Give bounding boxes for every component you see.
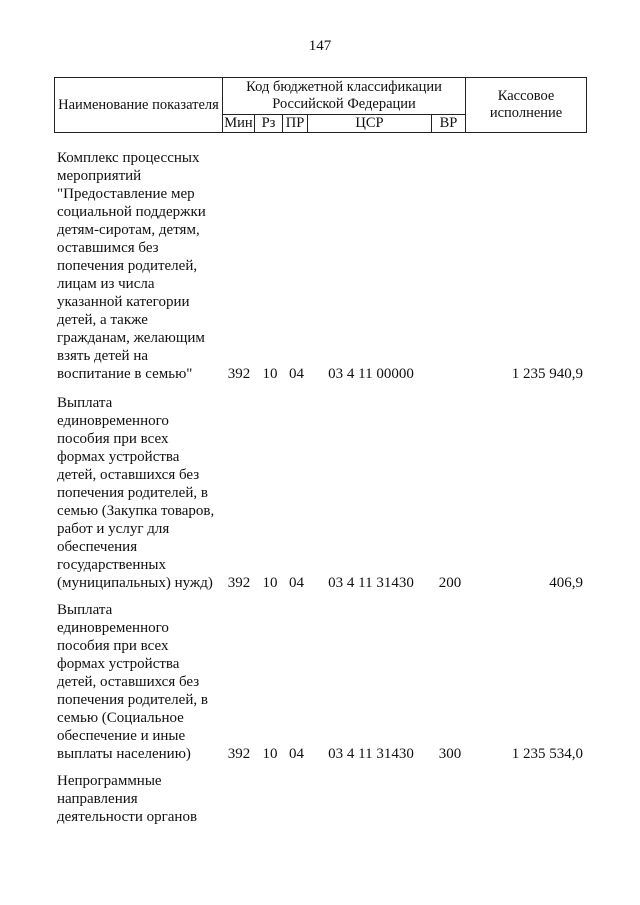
row-amount: 406,9 [549,575,583,591]
row-amount: 1 235 940,9 [511,366,583,382]
page-number: 147 [308,38,332,54]
row-min: 392 [227,366,251,382]
row-name-line: направления [57,791,138,807]
row-name-line: Комплекс процессных [57,150,200,166]
row-csr: 03 4 11 31430 [328,746,414,762]
row-min: 392 [227,746,251,762]
row-indicator-name [57,149,222,383]
table-row [0,394,640,592]
row-name-line: выплаты населению) [57,746,191,762]
row-min: 392 [227,575,251,591]
row-name-line: оставшимся без [57,240,159,256]
row-name-line: гражданам, желающим [57,330,205,346]
table-row [0,149,640,383]
header-vr: ВР [432,115,466,133]
row-name-line: воспитание в семью" [57,366,193,382]
header-pr: ПР [283,115,308,133]
row-name-line: указанной категории [57,294,190,310]
header-code-group: Код бюджетной классификации Российской Федерации [223,78,466,115]
row-indicator-name [57,601,222,763]
row-csr: 03 4 11 00000 [328,366,414,382]
table-row [0,601,640,763]
header-min: Мин [224,115,253,131]
row-name-line: мероприятий [57,168,142,184]
row-name-line: попечения родителей, [57,258,198,274]
row-name-line: деятельности органов [57,809,198,825]
row-rz: 10 [262,746,278,762]
header-rz: Рз [255,115,283,133]
row-name-line: "Предоставление мер [57,186,195,202]
row-rz: 10 [262,366,278,382]
row-name-line: работ и услуг для [57,521,170,537]
row-name-line: семью (Социальное [57,710,184,726]
row-name-line: Выплата [57,395,113,411]
row-name-line: пособия при всех [57,431,169,447]
row-csr: 03 4 11 31430 [328,575,414,591]
header-amount-column: Кассовое исполнение [466,78,587,133]
row-name-line: детей, оставшихся без [57,674,200,690]
row-pr: 04 [289,366,304,382]
row-name-line: социальной поддержки [57,204,206,220]
header-name-column: Наименование показателя [55,78,223,133]
header-csr: ЦСР [308,115,432,133]
table-header [54,77,587,133]
row-rz: 10 [262,575,278,591]
row-name-line: попечения родителей, в [57,692,208,708]
row-name-line: детей, оставшихся без [57,467,200,483]
row-pr: 04 [289,575,304,591]
row-name-line: государственных [57,557,166,573]
row-vr: 200 [438,575,462,591]
row-name-line: формах устройства [57,449,180,465]
row-name-line: формах устройства [57,656,180,672]
row-vr: 300 [438,746,462,762]
row-name-line: (муниципальных) нужд) [57,575,213,591]
row-name-line: Непрограммные [57,773,162,789]
row-name-line: Выплата [57,602,113,618]
row-amount: 1 235 534,0 [511,746,583,762]
row-name-line: попечения родителей, в [57,485,208,501]
row-name-line: лицам из числа [57,276,155,292]
row-pr: 04 [289,746,304,762]
row-name-line: единовременного [57,413,169,429]
row-name-line: обеспечения [57,539,138,555]
row-name-line: семью (Закупка товаров, [57,503,215,519]
table-row [0,772,640,826]
row-name-line: детей, а также [57,312,148,328]
row-indicator-name [57,772,222,826]
row-indicator-name [57,394,222,592]
row-name-line: пособия при всех [57,638,169,654]
row-name-line: обеспечение и иные [57,728,186,744]
row-name-line: единовременного [57,620,169,636]
row-name-line: взять детей на [57,348,149,364]
row-name-line: детям-сиротам, детям, [57,222,200,238]
